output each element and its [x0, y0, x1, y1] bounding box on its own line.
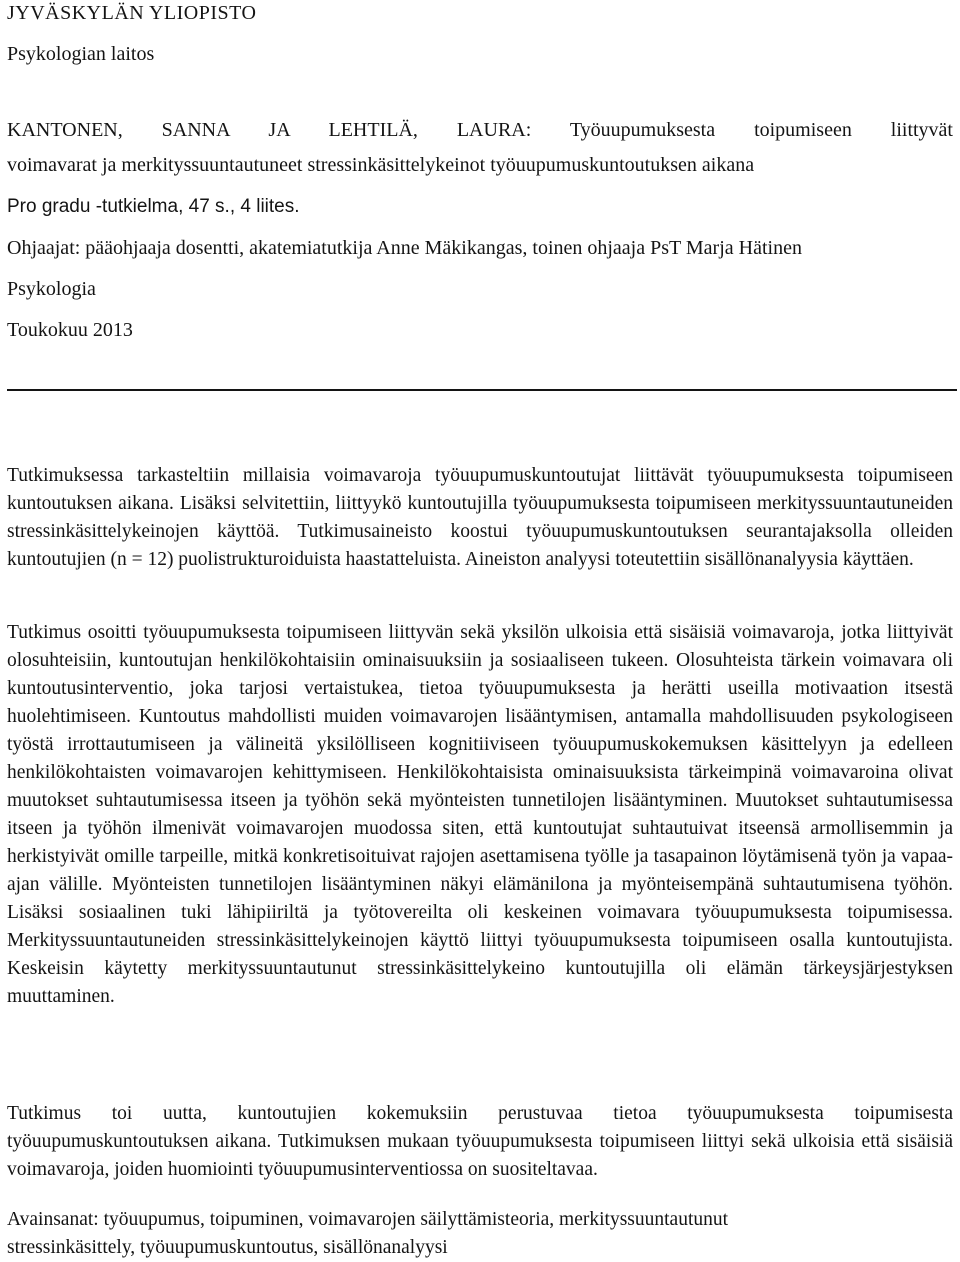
subject: Psykologia [7, 278, 96, 300]
keywords-line-2: stressinkäsittely, työuupumuskuntoutus, sisällönanalyysi [7, 1237, 448, 1258]
keywords [7, 1206, 953, 1262]
department-name: Psykologian laitos [7, 43, 155, 65]
abstract-paragraph-3: Tutkimus toi uutta, kuntoutujien kokemuksiin perustuvaa tietoa työuupumuksesta toipumisesta työuupumuskuntoutuksen aikana. Tutkimuksen mukaan työuupumuksesta toipumiseen liittyi sekä ulkoisia että sisäisiä voimavaroja, joiden huomiointi työuupumusinterventiossa on suositeltavaa. [7, 1103, 953, 1180]
thesis-type-pages: Pro gradu -tutkielma, 47 s., 4 liites. [7, 196, 300, 217]
abstract-paragraph-1: Tutkimuksessa tarkasteltiin millaisia voimavaroja työuupumuskuntoutujat liittävät työuupumuksesta toipumiseen kuntoutuksen aikana. Lisäksi selvitettiin, liittyykö kuntoutujilla työuupumuksesta toipumiseen merkityssuuntautuneiden stressinkäsittelykeinojen käyttöä. Tutkimusaineisto koostui työuupumuskuntoutuksen seurantajaksolla olleiden kuntoutujien (n = 12) puolistrukturoiduista haastatteluista. Aineiston analyysi toteutettiin sisällönanalyysia käyttäen. [7, 465, 953, 570]
thesis-title-line-2: voimavarat ja merkityssuuntautuneet stressinkäsittelykeinot työuupumuskuntoutuksen aikana [7, 154, 755, 176]
abstract-paragraph-2: Tutkimus osoitti työuupumuksesta toipumiseen liittyvän sekä yksilön ulkoisia että sisäisiä voimavaroja, jotka liittyivät olosuhteisiin, kuntoutujan henkilökohtaisiin ominaisuuksiin ja sosiaaliseen tukeen. Olosuhteista tärkein voimavara oli kuntoutusinterventio, joka tarjosi vertaistukea, tietoa työuupumuksesta ja herätti useilla motivaation itsestä huolehtimiseen. Kuntoutus mahdollisti muiden voimavarojen lisääntymisen, antamalla mahdollisuuden psykologiseen työstä irrottautumiseen ja välineitä yksilölliseen kognitiiviseen työuupumuskokemuksen käsittelyyn ja edelleen henkilökohtaisten voimavarojen kehittymiseen. Henkilökohtaisista ominaisuuksista tärkeimpinä voimavaroina olivat muutokset suhtautumisessa itseen ja työhön sekä myönteisten tunnetilojen lisääntyminen. Muutokset suhtautumisessa itseen ja työhön ilmenivät voimavarojen muodossa siten, että kuntoutujat suhtautuivat itseensä armollisemmin ja herkistyivät omille tarpeille, mitkä konkretisoituivat rajojen asettamisena työlle ja tasapainon löytämisenä työn ja vapaa-ajan välille. Myönteisten tunnetilojen lisääntyminen näkyi elämänilona ja myönteisempänä suhtautumisena työhön. Lisäksi sosiaalinen tuki lähipiiriltä ja työtovereilta oli keskeinen voimavara työuupumuksesta toipumisessa. Merkityssuuntautuneiden stressinkäsittelykeinojen käyttö liittyi työuupumuksesta toipumiseen osalla kuntoutujista. Keskeisin käytetty merkityssuuntautunut stressinkäsittelykeino kuntoutujilla oli elämän tärkeysjärjestyksen muuttaminen. [7, 622, 953, 1007]
supervisors: Ohjaajat: pääohjaaja dosentti, akatemiatutkija Anne Mäkikangas, toinen ohjaaja PsT Marja Hätinen [7, 237, 802, 259]
thesis-title-line-1: KANTONEN, SANNA JA LEHTILÄ, LAURA: Työuupumuksesta toipumiseen liittyvät [7, 119, 953, 141]
divider-line [7, 389, 957, 391]
keywords-line-1: Avainsanat: työuupumus, toipuminen, voimavarojen säilyttämisteoria, merkityssuuntautunut [7, 1209, 729, 1230]
thesis-title [7, 113, 953, 183]
university-name: JYVÄSKYLÄN YLIOPISTO [7, 2, 257, 24]
date: Toukokuu 2013 [7, 319, 133, 341]
